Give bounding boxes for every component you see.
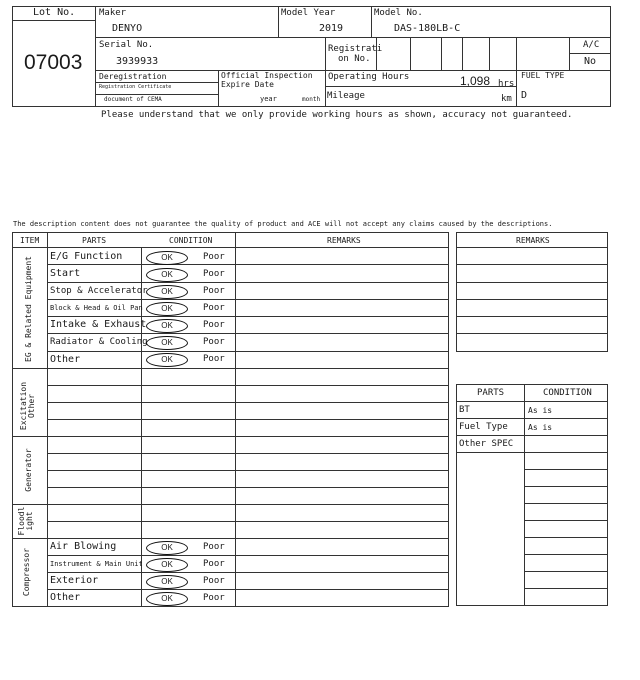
ok-block-head-oil-pan[interactable]: OK xyxy=(146,302,188,316)
ok-air-blowing[interactable]: OK xyxy=(146,541,188,555)
working-hours-note: Please understand that we only provide working hours as shown, accuracy not guaranteed. xyxy=(101,110,573,120)
part-radiator-cooling: Radiator & Cooling xyxy=(50,337,148,347)
ok-eg-function[interactable]: OK xyxy=(146,251,188,265)
part-intake-exhaust: Intake & Exhaust xyxy=(50,319,147,330)
poor-air-blowing[interactable]: Poor xyxy=(203,542,225,552)
model-no-label: Model No. xyxy=(374,8,423,18)
parts-header: PARTS xyxy=(82,236,107,245)
part-instrument-main-unit: Instrument & Main Unit xyxy=(50,560,143,568)
registration-certificate-label: Registration Certificate xyxy=(99,84,172,90)
lot-number: 07003 xyxy=(24,51,83,74)
ac-label: A/C xyxy=(583,40,600,50)
poor-eg-function[interactable]: Poor xyxy=(203,252,225,262)
poor-exterior[interactable]: Poor xyxy=(203,576,225,586)
section-label-excitation: Excitation Other xyxy=(19,381,36,431)
ok-start[interactable]: OK xyxy=(146,268,188,282)
registration-label-2: on No. xyxy=(338,54,371,64)
maker-label: Maker xyxy=(99,8,127,18)
mileage-label: Mileage xyxy=(327,91,365,101)
ok-stop-accelerator[interactable]: OK xyxy=(146,285,188,299)
year-label: year xyxy=(260,95,277,103)
side-condition-fuel-type: As is xyxy=(528,423,553,432)
poor-stop-accelerator[interactable]: Poor xyxy=(203,286,225,296)
model-year-label: Model Year xyxy=(281,8,336,18)
condition-header: CONDITION xyxy=(169,236,213,245)
hrs-label: hrs xyxy=(498,79,515,89)
expire-date-label: Expire Date xyxy=(221,80,274,89)
item-header: ITEM xyxy=(20,236,40,245)
fuel-type-value: D xyxy=(521,90,528,101)
operating-hours-value: 1,098 xyxy=(460,74,491,88)
side-parts-header: PARTS xyxy=(477,388,505,398)
side-remarks-header: REMARKS xyxy=(516,236,550,245)
section-label-generator: Generator xyxy=(24,448,33,492)
side-part-fuel-type: Fuel Type xyxy=(459,422,508,432)
operating-hours-label: Operating Hours xyxy=(328,72,410,82)
ok-other-eg[interactable]: OK xyxy=(146,353,188,367)
document-label: document of CEMA xyxy=(104,96,162,103)
side-condition-bt: As is xyxy=(528,406,553,415)
km-label: km xyxy=(501,94,512,104)
maker-value: DENYO xyxy=(112,23,143,34)
model-no-value: DAS-180LB-C xyxy=(394,23,461,34)
poor-start[interactable]: Poor xyxy=(203,269,225,279)
side-part-bt: BT xyxy=(459,405,470,415)
part-other-compressor: Other xyxy=(50,592,81,603)
part-block-head-oil-pan: Block & Head & Oil Pan xyxy=(50,304,143,312)
ac-value: No xyxy=(584,56,597,67)
lot-label: Lot No. xyxy=(33,7,76,18)
poor-intake-exhaust[interactable]: Poor xyxy=(203,320,225,330)
poor-radiator-cooling[interactable]: Poor xyxy=(203,337,225,347)
side-part-other-spec: Other SPEC xyxy=(459,439,514,449)
section-label-compressor: Compressor xyxy=(22,547,31,597)
part-other-eg: Other xyxy=(50,354,81,365)
poor-block-head-oil-pan[interactable]: Poor xyxy=(203,303,225,313)
poor-other-eg[interactable]: Poor xyxy=(203,354,225,364)
poor-other-compressor[interactable]: Poor xyxy=(203,593,225,603)
part-eg-function: E/G Function xyxy=(50,251,123,262)
serial-label: Serial No. xyxy=(99,40,154,50)
deregistration-label: Deregistration xyxy=(99,72,167,81)
ok-instrument-main-unit[interactable]: OK xyxy=(146,558,188,572)
ok-radiator-cooling[interactable]: OK xyxy=(146,336,188,350)
part-stop-accelerator: Stop & Accelerator xyxy=(50,286,148,296)
ok-intake-exhaust[interactable]: OK xyxy=(146,319,188,333)
ok-exterior[interactable]: OK xyxy=(146,575,188,589)
section-label-floodlight: Floodl ight xyxy=(17,506,34,536)
part-air-blowing: Air Blowing xyxy=(50,541,117,552)
ok-other-compressor[interactable]: OK xyxy=(146,592,188,606)
registration-label-1: Registrati xyxy=(328,44,383,54)
fuel-type-label: FUEL TYPE xyxy=(521,71,565,80)
side-condition-header: CONDITION xyxy=(543,388,592,398)
model-year-value: 2019 xyxy=(319,23,344,34)
description-note: The description content does not guarantee the quality of product and ACE will not accept any claims caused by the descriptions. xyxy=(13,220,553,228)
part-start: Start xyxy=(50,268,81,279)
section-label-eg: EG & Related Equipment xyxy=(24,256,33,362)
month-label: month xyxy=(302,96,321,103)
part-exterior: Exterior xyxy=(50,575,99,586)
poor-instrument-main-unit[interactable]: Poor xyxy=(203,559,225,569)
remarks-header: REMARKS xyxy=(327,236,361,245)
official-inspection-label: Official Inspection xyxy=(221,71,313,80)
serial-value: 3939933 xyxy=(116,56,159,67)
